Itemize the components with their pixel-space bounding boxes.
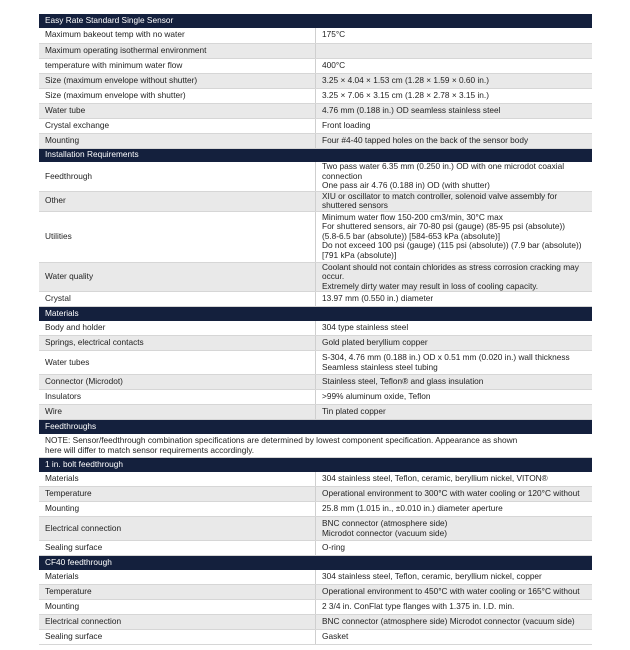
spec-label: Water quality [39, 262, 316, 292]
spec-row [39, 58, 592, 73]
spec-label: Materials [39, 570, 316, 585]
spec-label: Utilities [39, 211, 316, 262]
spec-row [39, 472, 592, 487]
spec-value: Stainless steel, Teflon® and glass insulation [316, 375, 593, 390]
spec-label: Mounting [39, 133, 316, 148]
spec-label: Insulators [39, 390, 316, 405]
spec-value: 3.25 × 7.06 × 3.15 cm (1.28 × 2.78 × 3.15 in.) [316, 88, 593, 103]
spec-label: Mounting [39, 600, 316, 615]
spec-value: Gasket [316, 630, 593, 645]
spec-value: 4.76 mm (0.188 in.) OD seamless stainless steel [316, 103, 593, 118]
spec-row [39, 262, 592, 292]
section-title: CF40 feedthrough [39, 556, 592, 570]
section-title: 1 in. bolt feedthrough [39, 458, 592, 472]
spec-value: Two pass water 6.35 mm (0.250 in.) OD with one microdot coaxial connection One pass air 4.76 (0.188 in) OD (with shutter) [316, 162, 593, 191]
spec-label: Feedthrough [39, 162, 316, 191]
section-note-row [39, 434, 592, 458]
section-title: Feedthroughs [39, 420, 592, 434]
spec-value: Coolant should not contain chlorides as stress corrosion cracking may occur. Extremely dirty water may result in loss of cooling capacity. [316, 262, 593, 292]
spec-value: 304 type stainless steel [316, 321, 593, 336]
spec-value: 304 stainless steel, Teflon, ceramic, beryllium nickel, copper [316, 570, 593, 585]
spec-label: Maximum operating isothermal environment [39, 43, 316, 58]
spec-value: O-ring [316, 541, 593, 556]
spec-label: Water tubes [39, 351, 316, 375]
spec-label: Connector (Microdot) [39, 375, 316, 390]
spec-row [39, 88, 592, 103]
spec-row [39, 600, 592, 615]
spec-value: Front loading [316, 118, 593, 133]
spec-label: Crystal exchange [39, 118, 316, 133]
spec-row [39, 118, 592, 133]
spec-row [39, 191, 592, 211]
spec-label: Mounting [39, 502, 316, 517]
specification-table [39, 14, 592, 645]
section-title: Easy Rate Standard Single Sensor [39, 14, 592, 28]
spec-row [39, 517, 592, 541]
spec-row [39, 487, 592, 502]
spec-label: Electrical connection [39, 615, 316, 630]
spec-row [39, 615, 592, 630]
spec-row [39, 630, 592, 645]
spec-label: Materials [39, 472, 316, 487]
spec-value: Operational environment to 300°C with water cooling or 120°C without [316, 487, 593, 502]
spec-row [39, 292, 592, 307]
spec-value: 175°C [316, 28, 593, 43]
spec-value: Operational environment to 450°C with water cooling or 165°C without [316, 585, 593, 600]
spec-label: Size (maximum envelope with shutter) [39, 88, 316, 103]
spec-value: 25.8 mm (1.015 in., ±0.010 in.) diameter aperture [316, 502, 593, 517]
spec-row [39, 211, 592, 262]
spec-row [39, 585, 592, 600]
spec-value: >99% aluminum oxide, Teflon [316, 390, 593, 405]
spec-value: XIU or oscillator to match controller, solenoid valve assembly for shuttered sensors [316, 191, 593, 211]
spec-value: Minimum water flow 150-200 cm3/min, 30°C max For shuttered sensors, air 70-80 psi (gauge) (85-95 psi (absolute)) (5.8-6.5 bar (absolute)) [584-653 kPa (absolute)] Do not exceed 100 psi (gauge) (115 psi (absolute)) (7.9 bar (absolute)) [791 kPa (absolute)] [316, 211, 593, 262]
section-header [39, 307, 592, 321]
spec-row [39, 570, 592, 585]
spec-label: Size (maximum envelope without shutter) [39, 73, 316, 88]
spec-row [39, 502, 592, 517]
spec-value: 13.97 mm (0.550 in.) diameter [316, 292, 593, 307]
spec-row [39, 162, 592, 191]
spec-value: 3.25 × 4.04 × 1.53 cm (1.28 × 1.59 × 0.60 in.) [316, 73, 593, 88]
section-header [39, 14, 592, 28]
spec-value [316, 43, 593, 58]
spec-row [39, 73, 592, 88]
section-header [39, 420, 592, 434]
spec-label: Electrical connection [39, 517, 316, 541]
specification-table-body [39, 14, 592, 645]
spec-value: 2 3/4 in. ConFlat type flanges with 1.375 in. I.D. min. [316, 600, 593, 615]
spec-label: Temperature [39, 487, 316, 502]
spec-label: temperature with minimum water flow [39, 58, 316, 73]
spec-label: Crystal [39, 292, 316, 307]
spec-value: Four #4-40 tapped holes on the back of the sensor body [316, 133, 593, 148]
spec-label: Springs, electrical contacts [39, 336, 316, 351]
section-header [39, 556, 592, 570]
spec-row [39, 103, 592, 118]
spec-label: Sealing surface [39, 630, 316, 645]
section-note: NOTE: Sensor/feedthrough combination specifications are determined by lowest component specification. Appearance as shown here will differ to match sensor requirements accordingly. [39, 434, 592, 458]
spec-value: BNC connector (atmosphere side) Microdot connector (vacuum side) [316, 517, 593, 541]
spec-label: Other [39, 191, 316, 211]
spec-label: Temperature [39, 585, 316, 600]
spec-row [39, 43, 592, 58]
spec-value: Tin plated copper [316, 405, 593, 420]
spec-row [39, 133, 592, 148]
spec-label: Wire [39, 405, 316, 420]
spec-row [39, 351, 592, 375]
spec-value: Gold plated beryllium copper [316, 336, 593, 351]
spec-label: Sealing surface [39, 541, 316, 556]
spec-value: S-304, 4.76 mm (0.188 in.) OD x 0.51 mm (0.020 in.) wall thickness Seamless stainless steel tubing [316, 351, 593, 375]
spec-label: Water tube [39, 103, 316, 118]
section-title: Materials [39, 307, 592, 321]
section-header [39, 458, 592, 472]
spec-row [39, 405, 592, 420]
spec-row [39, 321, 592, 336]
spec-row [39, 336, 592, 351]
spec-value: 400°C [316, 58, 593, 73]
spec-row [39, 375, 592, 390]
spec-value: 304 stainless steel, Teflon, ceramic, beryllium nickel, VITON® [316, 472, 593, 487]
spec-value: BNC connector (atmosphere side) Microdot connector (vacuum side) [316, 615, 593, 630]
spec-row [39, 541, 592, 556]
section-header [39, 148, 592, 162]
section-title: Installation Requirements [39, 148, 592, 162]
spec-row [39, 28, 592, 43]
spec-label: Body and holder [39, 321, 316, 336]
spec-row [39, 390, 592, 405]
spec-label: Maximum bakeout temp with no water [39, 28, 316, 43]
